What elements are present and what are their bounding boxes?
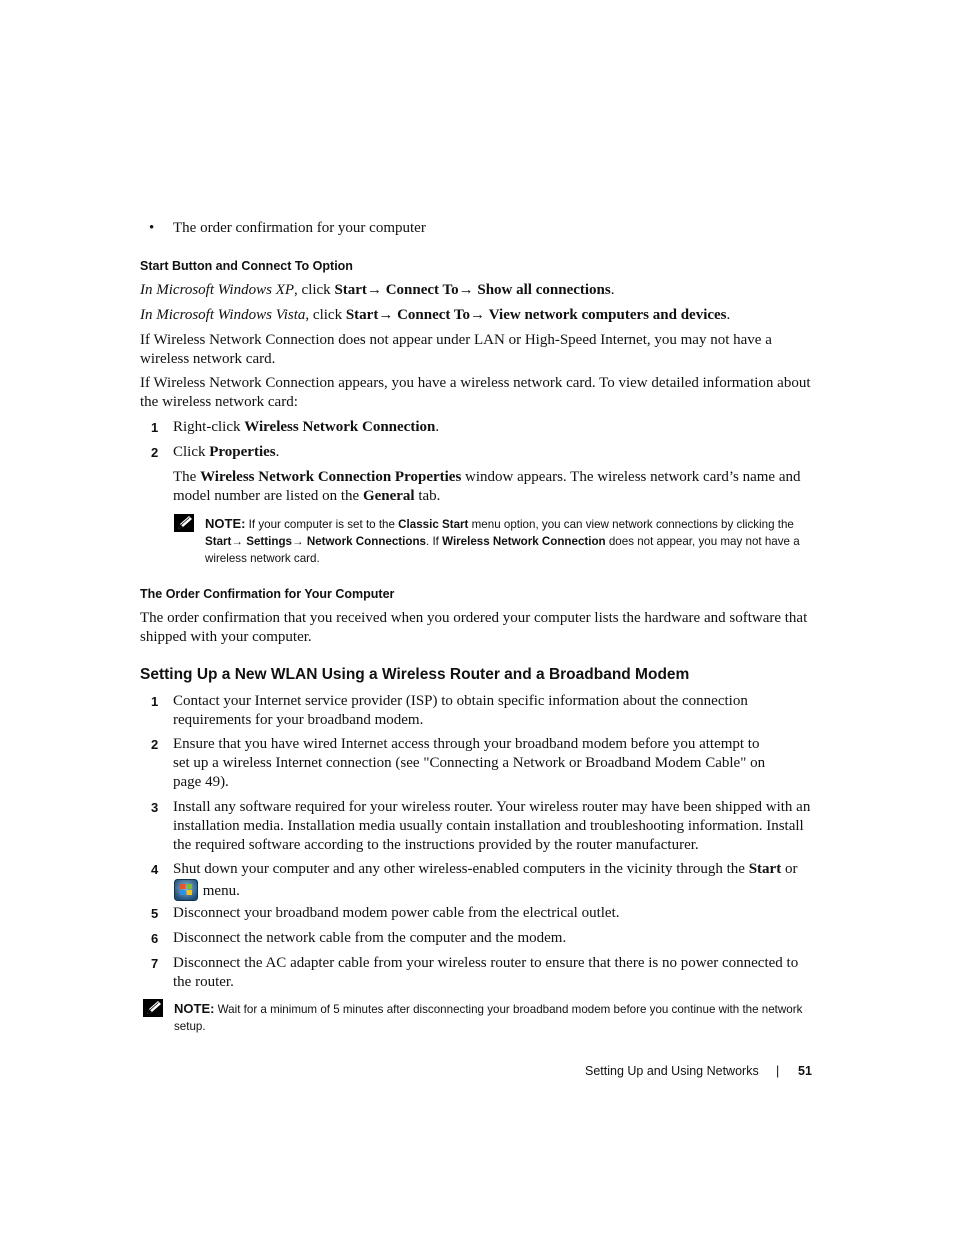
step-number: 1 — [151, 694, 159, 709]
properties-description: The Wireless Network Connection Properties window appears. The wireless network card’s name and model number are listed on the General tab. — [173, 469, 801, 504]
section-heading-start: Start Button and Connect To Option — [140, 259, 353, 273]
arrow-icon: → — [231, 535, 244, 548]
step-click-properties: Click Properties. — [173, 444, 280, 460]
step-number: 2 — [151, 445, 159, 460]
paragraph-order-confirmation: The order confirmation that you received when you ordered your computer lists the hardware and software that shipped with your computer. — [140, 610, 808, 645]
path-connect-to: Connect To — [385, 282, 459, 298]
arrow-icon: → — [458, 282, 474, 298]
vista-instruction: In Microsoft Windows Vista, click Start→ Connect To→ View network computers and devices. — [140, 307, 731, 323]
wlan-step: Disconnect the network cable from the computer and the modem. — [173, 930, 567, 946]
page-number: 51 — [798, 1064, 812, 1078]
wlan-step: Install any software required for your wireless router. Your wireless router may have been shipped with an installation media. Installation media usually contain installation and troubleshooting information. Install the required software according to the instructions provided by the router manufacturer. — [173, 799, 811, 853]
windows-start-orb-icon — [174, 879, 198, 901]
pencil-note-icon — [142, 998, 164, 1018]
path-show-all: Show all connections — [477, 282, 611, 298]
wlan-step: Contact your Internet service provider (ISP) to obtain specific information about the connection requirements for your broadband modem. — [173, 693, 748, 728]
vista-label: In Microsoft Windows Vista — [140, 307, 306, 323]
step-right-click: Right-click Wireless Network Connection. — [173, 419, 440, 435]
paragraph-card-info: If Wireless Network Connection appears, you have a wireless network card. To view detailed information about the wireless network card: — [140, 375, 811, 410]
xp-label: In Microsoft Windows XP — [140, 282, 295, 298]
wlan-step: Disconnect your broadband modem power cable from the electrical outlet. — [173, 905, 620, 921]
arrow-icon: → — [292, 535, 304, 548]
step-number: 3 — [151, 800, 159, 815]
section-heading-order: The Order Confirmation for Your Computer — [140, 587, 395, 601]
pencil-note-icon — [173, 513, 195, 533]
footer-separator: | — [776, 1064, 780, 1078]
paragraph-no-card: If Wireless Network Connection does not appear under LAN or High-Speed Internet, you may not have a wireless network card. — [140, 332, 772, 367]
arrow-icon: → — [366, 282, 382, 298]
note-network-connections: NOTE: If your computer is set to the Classic Start menu option, you can view network connections by clicking the Start→ Settings→ Network Connections. If Wireless Network Connection does not appear, you may not have a wireless network card. — [205, 516, 800, 565]
note-wait-minutes: NOTE: Wait for a minimum of 5 minutes after disconnecting your broadband modem before you continue with the network setup. — [174, 1001, 803, 1033]
bullet-dot: • — [149, 220, 155, 236]
step-number: 1 — [151, 420, 159, 435]
wlan-step: Disconnect the AC adapter cable from your wireless router to ensure that there is no power connected to the router. — [173, 955, 799, 990]
step-number: 2 — [151, 737, 159, 752]
step-number: 4 — [151, 862, 159, 877]
path-start: Start — [345, 307, 379, 323]
arrow-icon: → — [378, 307, 394, 323]
arrow-icon: → — [470, 307, 486, 323]
footer-section-title: Setting Up and Using Networks — [585, 1064, 759, 1078]
bullet-item: The order confirmation for your computer — [173, 220, 426, 236]
note-label: NOTE: — [174, 1001, 215, 1016]
wlan-step: Ensure that you have wired Internet access through your broadband modem before you attempt to set up a wireless Internet connection (see "Connecting a Network or Broadband Modem Cable" on page 49). — [173, 736, 766, 790]
path-connect-to: Connect To — [397, 307, 471, 323]
path-start: Start — [334, 282, 367, 298]
step-number: 6 — [151, 931, 159, 946]
step-number: 5 — [151, 906, 159, 921]
xp-instruction: In Microsoft Windows XP, click Start→ Connect To→ Show all connections. — [140, 282, 615, 298]
step-number: 7 — [151, 956, 159, 971]
wlan-step: Shut down your computer and any other wireless-enabled computers in the vicinity through the Start or menu. — [173, 861, 798, 899]
path-view-network: View network computers and devices — [488, 307, 727, 323]
section-heading-wlan: Setting Up a New WLAN Using a Wireless Router and a Broadband Modem — [140, 666, 690, 683]
note-label: NOTE: — [205, 516, 246, 531]
